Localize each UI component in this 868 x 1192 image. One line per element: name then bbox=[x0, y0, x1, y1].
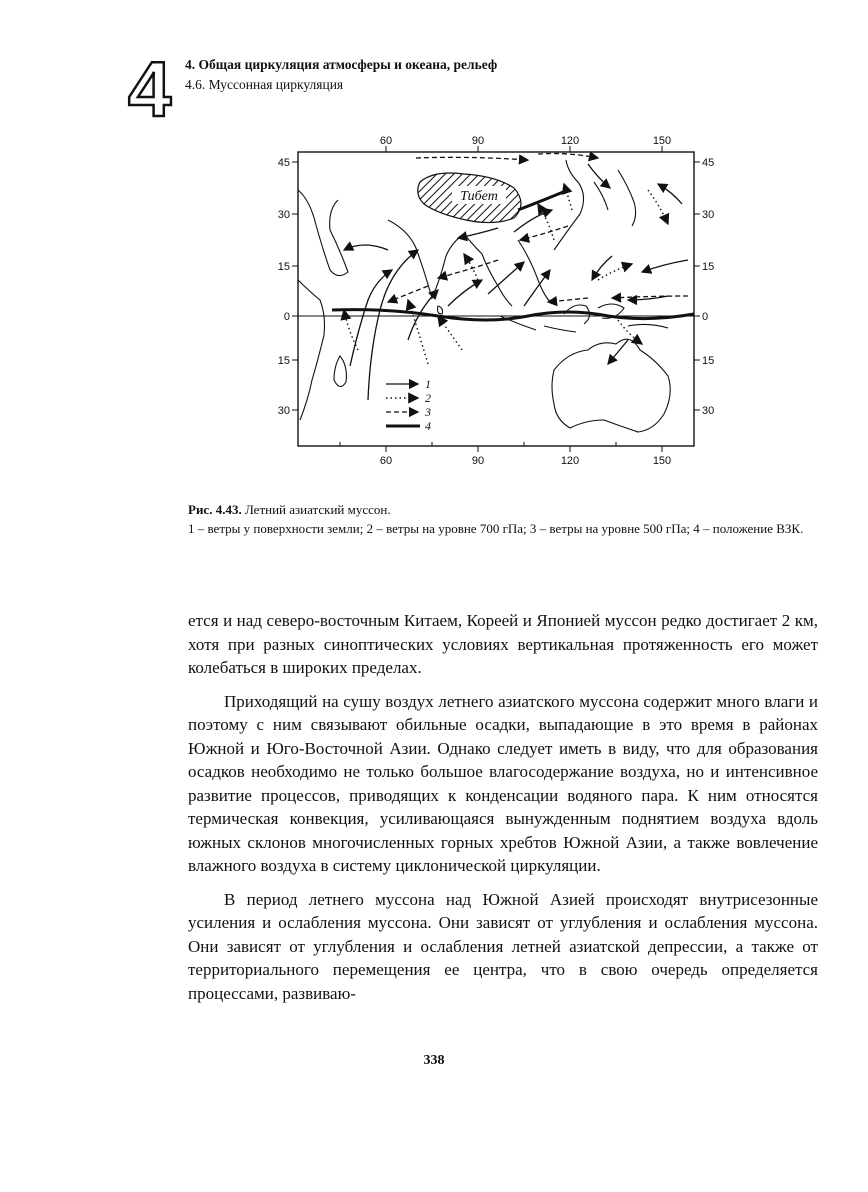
left-tick-30: 30 bbox=[277, 209, 290, 221]
bottom-tick-150: 150 bbox=[652, 455, 672, 467]
chapter-title: 4. Общая циркуляция атмосферы и океана, рельеф bbox=[185, 57, 498, 72]
top-tick-90: 90 bbox=[471, 135, 485, 147]
itcz-line-north bbox=[518, 190, 568, 210]
tibet-label: Тибет bbox=[460, 189, 498, 204]
caption-title: Летний азиатский муссон. bbox=[244, 502, 391, 517]
caption-text: 1 – ветры у поверхности земли; 2 – ветры на уровне 700 гПа; 3 – ветры на уровне 500 гПа; 4 – положение ВЗК. bbox=[188, 521, 804, 536]
left-tick-45: 45 bbox=[277, 157, 290, 169]
left-tick-15s: 15 bbox=[277, 355, 290, 367]
top-tick-120: 120 bbox=[560, 135, 580, 147]
legend-2: 2 bbox=[425, 391, 431, 405]
right-tick-15: 15 bbox=[702, 261, 715, 273]
right-tick-45: 45 bbox=[702, 157, 715, 169]
bottom-tick-120: 120 bbox=[560, 455, 580, 467]
legend-4: 4 bbox=[425, 419, 431, 433]
figure-caption bbox=[188, 500, 823, 538]
right-tick-15s: 15 bbox=[702, 355, 715, 367]
top-tick-60: 60 bbox=[379, 135, 393, 147]
left-tick-30s: 30 bbox=[277, 405, 290, 417]
right-tick-30: 30 bbox=[702, 209, 715, 221]
body-text bbox=[188, 609, 818, 1005]
itcz-line bbox=[332, 310, 694, 320]
right-tick-0: 0 bbox=[702, 311, 709, 323]
legend-1: 1 bbox=[425, 377, 431, 391]
paragraph-3: В период летнего муссона над Южной Азией происходят внутрисезонные усиления и ослабления муссона. Они зависят от углубления и ослабления муссона. Они зависят от углубления и ослабления летней азиатской депрессии, а также от территориального перемещения ее центра, что в свою очередь определяется процессами, развиваю- bbox=[188, 889, 818, 1003]
page-number: 338 bbox=[423, 1053, 445, 1068]
chapter-number: 4 bbox=[128, 45, 172, 133]
monsoon-map bbox=[268, 130, 718, 470]
legend bbox=[386, 377, 431, 433]
bottom-tick-90: 90 bbox=[471, 455, 485, 467]
right-tick-30s: 30 bbox=[702, 405, 715, 417]
left-tick-0: 0 bbox=[283, 311, 290, 323]
section-title: 4.6. Муссонная циркуляция bbox=[185, 77, 344, 92]
caption-number: Рис. 4.43. bbox=[188, 502, 242, 517]
top-tick-150: 150 bbox=[652, 135, 672, 147]
paragraph-2: Приходящий на сушу воздух летнего азиатского муссона содержит много влаги и поэтому с ним связывают обильные осадки, выпадающие в это время в районах Южной и Юго-Восточной Азии. Однако следует иметь в виду, что для образования осадков необходимо не только большое влагосодержание воздуха, но и интенсивное развитие процессов, приводящих к конденсации водяного пара. К ним относятся термическая конвекция, усиливающаяся вынужденным поднятием воздуха вдоль южных склонов многочисленных горных хребтов Южной Азии, а также вовлечение влажного воздуха в систему циклонической циркуляции. bbox=[188, 691, 818, 875]
left-tick-15: 15 bbox=[277, 261, 290, 273]
caption-heading bbox=[188, 500, 823, 519]
legend-3: 3 bbox=[425, 405, 431, 419]
bottom-tick-60: 60 bbox=[379, 455, 393, 467]
paragraph-1: ется и над северо-восточным Китаем, Кореей и Японией муссон редко достигает 2 км, хотя при разных синоптических условиях вертикальная протяженность его может колебаться в широких пределах. bbox=[188, 611, 818, 677]
